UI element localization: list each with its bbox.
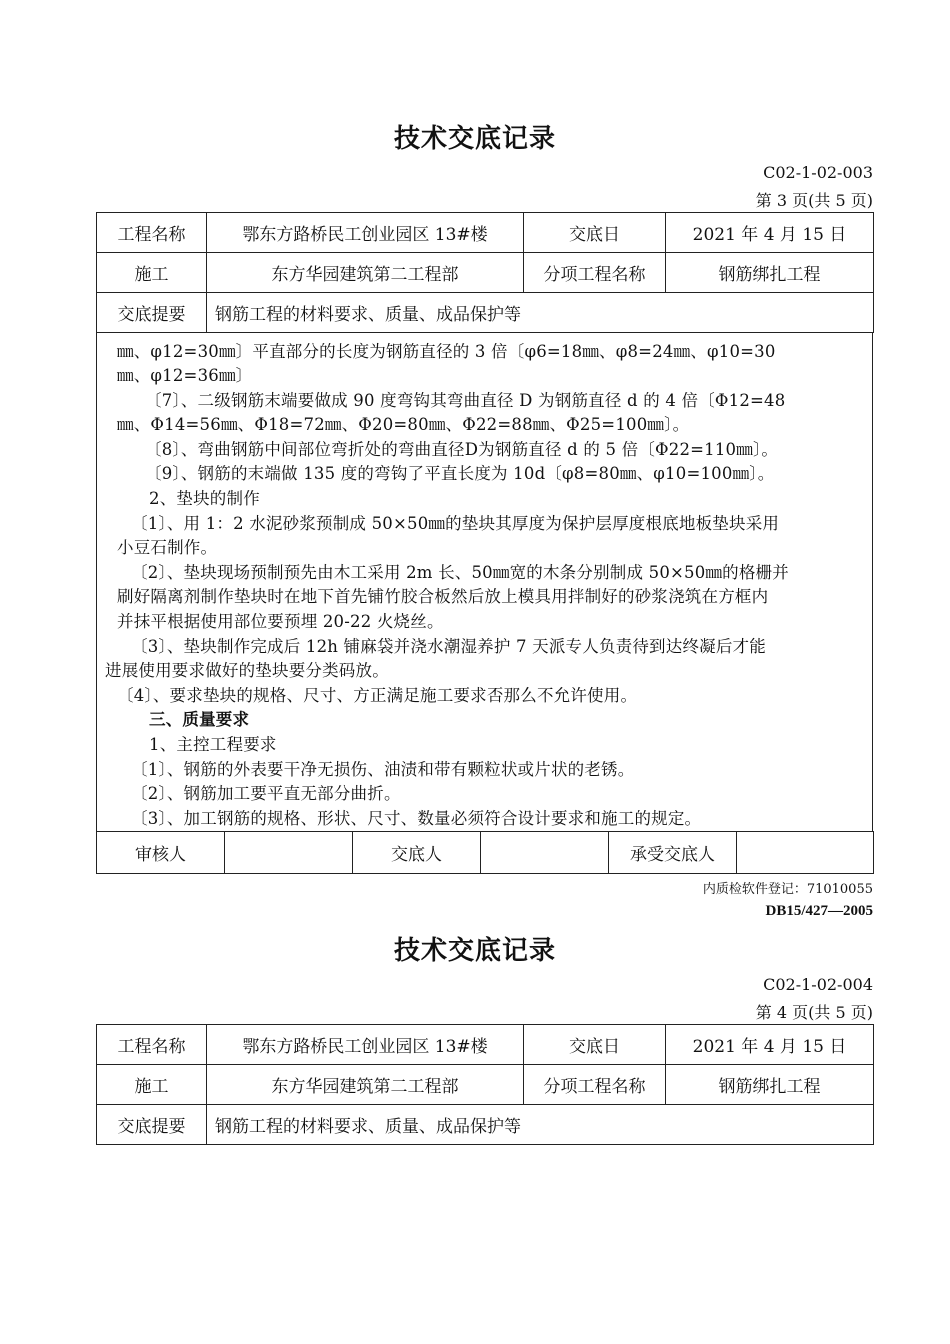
sub-project-value: 钢筋绑扎工程 — [666, 1065, 874, 1105]
body-line: 刷好隔离剂制作垫块时在地下首先铺竹胶合板然后放上模具用拌制好的砂浆浇筑在方框内 — [117, 587, 769, 606]
body-line: 2、垫块的制作 — [149, 489, 260, 508]
body-line: 〔3〕、加工钢筋的规格、形状、尺寸、数量必须符合设计要求和施工的规定。 — [131, 809, 702, 828]
page-title: 技术交底记录 — [393, 936, 556, 966]
body-line: 〔2〕、垫块现场预制预先由木工采用 2m 长、50㎜宽的木条分别制成 50×50㎜的格栅并 — [131, 563, 789, 582]
body-line: 〔3〕、垫块制作完成后 12h 铺麻袋并浇水潮湿养护 7 天派专人负责待到达终凝后才能 — [131, 637, 766, 656]
page-number: 第 4 页(共 5 页) — [755, 1003, 873, 1022]
body-line: 〔8〕、弯曲钢筋中间部位弯折处的弯曲直径D为钢筋直径 d 的 5 倍〔Φ22=110㎜〕。 — [145, 440, 779, 459]
summary-value: 钢筋工程的材料要求、质量、成品保护等 — [207, 293, 874, 333]
body-line: 〔1〕、用 1：2 水泥砂浆预制成 50×50㎜的垫块其厚度为保护层厚度根底地板垫块采用 — [131, 514, 780, 533]
body-line: 1、主控工程要求 — [149, 735, 277, 754]
construction-unit: 东方华园建筑第二工程部 — [207, 1065, 524, 1105]
presenter-label: 交底人 — [353, 832, 481, 874]
body-line: 〔1〕、钢筋的外表要干净无损伤、油渍和带有颗粒状或片状的老锈。 — [131, 760, 635, 779]
project-name: 鄂东方路桥民工创业园区 13#楼 — [207, 213, 524, 253]
date-value: 2021 年 4 月 15 日 — [666, 213, 874, 253]
signature-row — [97, 832, 874, 874]
header-row-project — [97, 1025, 874, 1065]
summary-label: 交底提要 — [97, 1105, 207, 1145]
body-line: ㎜、φ12=36㎜〕 — [117, 366, 253, 385]
form-code: C02-1-02-003 — [763, 163, 873, 182]
reviewer-label: 审核人 — [97, 832, 225, 874]
body-line: 〔9〕、钢筋的末端做 135 度的弯钩了平直长度为 10d〔φ8=80㎜、φ10=100㎜〕。 — [145, 464, 775, 483]
summary-value: 钢筋工程的材料要求、质量、成品保护等 — [207, 1105, 874, 1145]
signature-table — [96, 831, 874, 874]
body-line: 小豆石制作。 — [117, 538, 218, 557]
header-row-construction — [97, 1065, 874, 1105]
project-name-label: 工程名称 — [97, 213, 207, 253]
body-line: 〔7〕、二级钢筋末端要做成 90 度弯钩其弯曲直径 D 为钢筋直径 d 的 4 倍〔Φ12=48 — [145, 391, 786, 410]
section-heading: 三、质量要求 — [149, 710, 250, 729]
body-line: 〔2〕、钢筋加工要平直无部分曲折。 — [131, 784, 401, 803]
header-row-project — [97, 213, 874, 253]
construction-unit: 东方华园建筑第二工程部 — [207, 253, 524, 293]
sub-project-label: 分项工程名称 — [524, 253, 666, 293]
body-content — [96, 333, 873, 831]
standard-code: DB15/427—2005 — [765, 903, 873, 919]
reviewer-field — [225, 832, 353, 874]
receiver-field — [737, 832, 874, 874]
receiver-label: 承受交底人 — [609, 832, 737, 874]
body-line: 〔4〕、要求垫块的规格、尺寸、方正满足施工要求否那么不允许使用。 — [117, 686, 638, 705]
body-line: 进展使用要求做好的垫块要分类码放。 — [105, 661, 389, 680]
project-name: 鄂东方路桥民工创业园区 13#楼 — [207, 1025, 524, 1065]
header-row-summary — [97, 293, 874, 333]
construction-label: 施工 — [97, 253, 207, 293]
software-registration: 内质检软件登记：71010055 — [702, 882, 873, 897]
sub-project-label: 分项工程名称 — [524, 1065, 666, 1105]
construction-label: 施工 — [97, 1065, 207, 1105]
summary-label: 交底提要 — [97, 293, 207, 333]
header-row-construction — [97, 253, 874, 293]
body-line: ㎜、Φ14=56㎜、Φ18=72㎜、Φ20=80㎜、Φ22=88㎜、Φ25=100㎜〕。 — [117, 415, 690, 434]
project-name-label: 工程名称 — [97, 1025, 207, 1065]
date-label: 交底日 — [524, 1025, 666, 1065]
presenter-field — [481, 832, 609, 874]
date-value: 2021 年 4 月 15 日 — [666, 1025, 874, 1065]
body-line: ㎜、φ12=30㎜〕平直部分的长度为钢筋直径的 3 倍〔φ6=18㎜、φ8=24㎜、φ10=30 — [117, 342, 776, 361]
header-table — [96, 1024, 874, 1145]
form-code: C02-1-02-004 — [763, 975, 873, 994]
sub-project-value: 钢筋绑扎工程 — [666, 253, 874, 293]
page-title: 技术交底记录 — [393, 124, 556, 154]
body-line: 并抹平根据使用部位要预埋 20-22 火烧丝。 — [117, 612, 444, 631]
header-table — [96, 212, 874, 333]
date-label: 交底日 — [524, 213, 666, 253]
header-row-summary — [97, 1105, 874, 1145]
page-number: 第 3 页(共 5 页) — [755, 191, 873, 210]
